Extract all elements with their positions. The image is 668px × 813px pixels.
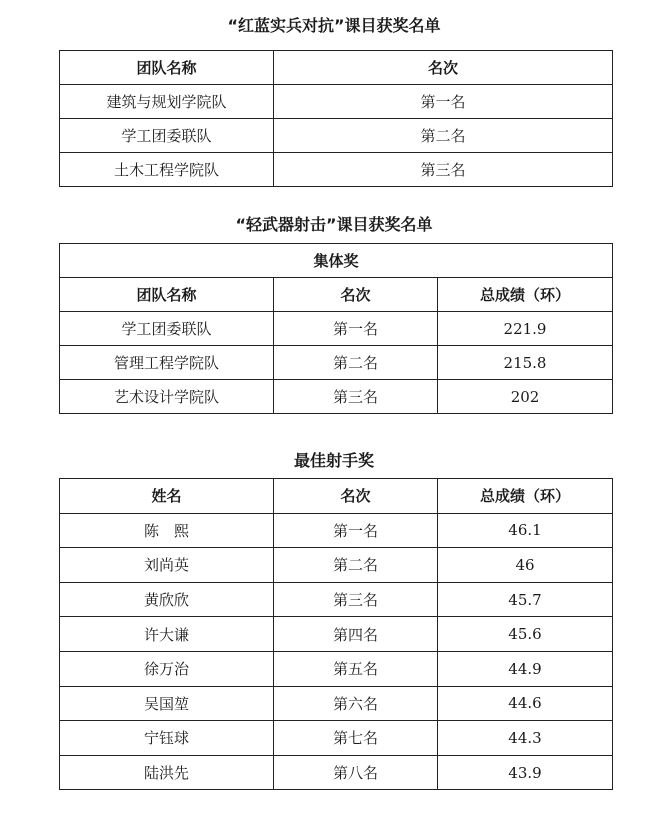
- cell-rank: 第七名: [274, 721, 438, 756]
- cell-name: 吴国堃: [60, 686, 274, 721]
- cell-score: 44.6: [438, 686, 613, 721]
- cell-score: 43.9: [438, 755, 613, 790]
- cell-name: 宁钰球: [60, 721, 274, 756]
- table-row: [60, 721, 613, 756]
- cell-team: 学工团委联队: [60, 312, 274, 346]
- cell-team: 建筑与规划学院队: [60, 85, 274, 119]
- table-header-row: [60, 51, 613, 85]
- header-total-score: 总成绩（环）: [438, 278, 613, 312]
- header-name: 姓名: [60, 479, 274, 514]
- cell-rank: 第八名: [274, 755, 438, 790]
- cell-score: 46.1: [438, 513, 613, 548]
- table-row: [60, 755, 613, 790]
- header-rank: 名次: [274, 278, 438, 312]
- header-total-score: 总成绩（环）: [438, 479, 613, 514]
- section3-title: 最佳射手奖: [293, 451, 374, 470]
- cell-name: 陈 熙: [60, 513, 274, 548]
- cell-score: 45.7: [438, 582, 613, 617]
- table-row: [60, 582, 613, 617]
- cell-rank: 第二名: [274, 119, 613, 153]
- cell-name: 刘尚英: [60, 548, 274, 583]
- cell-rank: 第六名: [274, 686, 438, 721]
- cell-score: 46: [438, 548, 613, 583]
- cell-name: 陆洪先: [60, 755, 274, 790]
- cell-rank: 第二名: [274, 346, 438, 380]
- cell-rank: 第四名: [274, 617, 438, 652]
- cell-rank: 第一名: [274, 312, 438, 346]
- cell-score: 45.6: [438, 617, 613, 652]
- table-row: [60, 346, 613, 380]
- cell-score: 44.9: [438, 651, 613, 686]
- cell-name: 许大谦: [60, 617, 274, 652]
- table-row: [60, 513, 613, 548]
- header-rank: 名次: [274, 479, 438, 514]
- cell-name: 黄欣欣: [60, 582, 274, 617]
- table-header-row: [60, 278, 613, 312]
- table-header-row: [60, 479, 613, 514]
- cell-score: 221.9: [438, 312, 613, 346]
- table-row: [60, 651, 613, 686]
- section2-title: “轻武器射击”课目获奖名单: [235, 215, 433, 234]
- cell-team: 管理工程学院队: [60, 346, 274, 380]
- best-shooter-awards-table: [59, 478, 613, 790]
- table-row: [60, 312, 613, 346]
- section1-title: “红蓝实兵对抗”课目获奖名单: [227, 16, 441, 35]
- header-rank: 名次: [274, 51, 613, 85]
- table-row: [60, 686, 613, 721]
- table-row: [60, 548, 613, 583]
- cell-rank: 第一名: [274, 85, 613, 119]
- cell-rank: 第三名: [274, 582, 438, 617]
- cell-rank: 第一名: [274, 513, 438, 548]
- red-blue-awards-table: [59, 50, 613, 187]
- cell-rank: 第三名: [274, 153, 613, 187]
- cell-team: 学工团委联队: [60, 119, 274, 153]
- cell-rank: 第二名: [274, 548, 438, 583]
- cell-score: 215.8: [438, 346, 613, 380]
- collective-award-heading: 集体奖: [60, 244, 613, 278]
- header-team-name: 团队名称: [60, 51, 274, 85]
- table-row: [60, 85, 613, 119]
- rifle-team-awards-table: [59, 243, 613, 414]
- cell-name: 徐万治: [60, 651, 274, 686]
- cell-rank: 第五名: [274, 651, 438, 686]
- header-team-name: 团队名称: [60, 278, 274, 312]
- cell-score: 202: [438, 380, 613, 414]
- cell-team: 艺术设计学院队: [60, 380, 274, 414]
- cell-team: 土木工程学院队: [60, 153, 274, 187]
- table-row: [60, 153, 613, 187]
- table-row: [60, 119, 613, 153]
- table-row: [60, 380, 613, 414]
- table-row: [60, 617, 613, 652]
- table-subtitle-row: [60, 244, 613, 278]
- cell-score: 44.3: [438, 721, 613, 756]
- cell-rank: 第三名: [274, 380, 438, 414]
